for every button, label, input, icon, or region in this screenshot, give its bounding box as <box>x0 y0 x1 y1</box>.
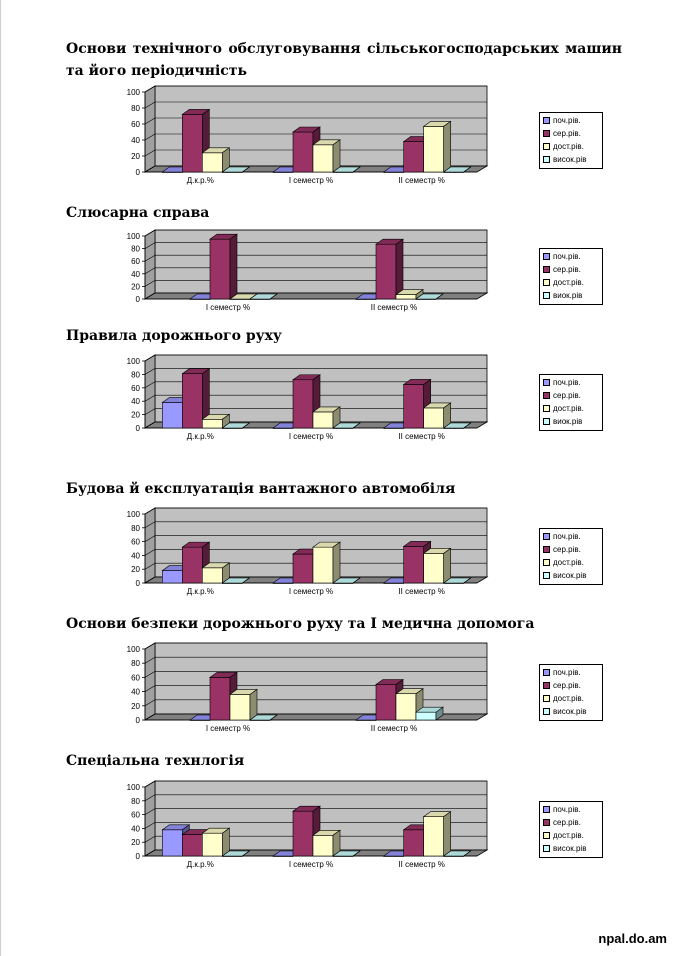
x-tick-label: Д.к.р.% <box>186 860 214 869</box>
legend-label: висок.рів <box>553 707 587 716</box>
x-tick-label: ІІ семестр % <box>370 303 418 312</box>
y-tick-label: 40 <box>131 136 140 145</box>
side-wall <box>145 781 155 856</box>
x-tick-label: І семестр % <box>288 860 334 869</box>
legend-label: дост.рів. <box>553 278 584 287</box>
legend-label: поч.рів. <box>553 252 581 261</box>
bar-side <box>444 812 451 856</box>
x-tick-label: І семестр % <box>288 432 334 441</box>
legend-label: дост.рів. <box>553 694 584 703</box>
x-tick-label: ІІ семестр % <box>398 587 445 596</box>
legend-label: сер.рів. <box>553 545 581 554</box>
x-tick-label: ІІ семестр % <box>370 724 418 733</box>
y-tick-label: 0 <box>135 295 140 304</box>
x-tick-label: І семестр % <box>205 724 251 733</box>
legend-label: виок.рів <box>553 417 583 426</box>
y-tick-label: 100 <box>126 357 140 366</box>
legend-label: виок.рів <box>553 291 583 300</box>
y-tick-label: 60 <box>131 257 140 267</box>
y-tick-label: 100 <box>126 510 140 519</box>
y-tick-label: 0 <box>135 716 140 725</box>
y-tick-label: 100 <box>126 88 140 97</box>
chart-title: Будова й експлуатація вантажного автомобіля <box>66 481 456 497</box>
y-tick-label: 60 <box>131 673 140 683</box>
legend-label: дост.рів. <box>553 404 584 413</box>
x-tick-label: І семестр % <box>205 303 251 312</box>
chart-title: Спеціальна технлогія <box>66 753 245 769</box>
y-tick-label: 100 <box>126 783 140 792</box>
y-tick-label: 0 <box>135 424 140 433</box>
y-tick-label: 80 <box>131 796 140 806</box>
bar-front <box>202 833 222 856</box>
bar <box>313 830 340 856</box>
y-tick-label: 80 <box>131 659 140 669</box>
x-tick-label: ІІ семестр % <box>398 432 445 441</box>
legend-label: дост.рів. <box>553 142 584 151</box>
y-tick-label: 40 <box>131 824 140 834</box>
x-tick-label: І семестр % <box>288 587 334 596</box>
chart-title: Слюсарна справа <box>66 205 210 221</box>
legend-label: висок.рів <box>553 571 587 580</box>
legend-label: дост.рів. <box>553 558 584 567</box>
legend-label: сер.рів. <box>553 265 581 274</box>
legend-item <box>540 829 602 842</box>
watermark: npal.do.am <box>598 931 667 946</box>
x-tick-label: Д.к.р.% <box>186 176 214 185</box>
y-tick-label: 20 <box>131 701 140 711</box>
legend-swatch <box>543 819 550 826</box>
legend-label: поч.рів. <box>553 668 581 677</box>
x-tick-label: ІІ семестр % <box>398 176 445 185</box>
y-tick-label: 40 <box>131 551 140 561</box>
legend-label: поч.рів. <box>553 116 581 125</box>
legend-label: сер.рів. <box>553 818 581 827</box>
bar-front <box>404 830 424 856</box>
x-tick-label: Д.к.р.% <box>186 432 214 441</box>
legend-label: висок.рів <box>553 844 587 853</box>
chart-6-legend <box>539 801 603 858</box>
bar-front <box>162 830 182 856</box>
y-tick-label: 80 <box>131 244 140 254</box>
legend-swatch <box>543 806 550 813</box>
legend-label: сер.рів. <box>553 391 581 400</box>
y-tick-label: 0 <box>135 852 140 861</box>
legend-label: дост.рів. <box>553 831 584 840</box>
y-tick-label: 20 <box>131 838 140 848</box>
y-tick-label: 60 <box>131 383 140 393</box>
y-tick-label: 80 <box>131 523 140 533</box>
y-tick-label: 20 <box>131 282 140 292</box>
chart-title: Основи технічного обслуговування сільськогосподарських машин та його періодичність <box>66 41 622 79</box>
bar <box>424 812 451 856</box>
y-tick-label: 100 <box>126 232 140 241</box>
legend-swatch <box>543 845 550 852</box>
y-tick-label: 40 <box>131 687 140 697</box>
y-tick-label: 40 <box>131 269 140 279</box>
bar-front <box>182 835 202 856</box>
chart-title: Основи безпеки дорожнього руху та І медична допомога <box>66 616 535 632</box>
y-tick-label: 60 <box>131 810 140 820</box>
y-tick-label: 100 <box>126 645 140 654</box>
legend-item <box>540 816 602 829</box>
legend-item <box>540 803 602 816</box>
legend-label: сер.рів. <box>553 681 581 690</box>
legend-label: поч.рів. <box>553 378 581 387</box>
x-tick-label: І семестр % <box>288 176 334 185</box>
legend-item <box>540 842 602 855</box>
bar-front <box>424 817 444 856</box>
y-tick-label: 0 <box>135 168 140 177</box>
legend-label: сер.рів. <box>553 129 581 138</box>
y-tick-label: 0 <box>135 579 140 588</box>
bar-front <box>293 811 313 856</box>
legend-label: висок.рів <box>553 155 587 164</box>
y-tick-label: 80 <box>131 370 140 380</box>
y-tick-label: 60 <box>131 120 140 129</box>
legend-label: поч.рів. <box>553 805 581 814</box>
y-tick-label: 80 <box>131 104 140 113</box>
bar-front <box>313 835 333 856</box>
y-tick-label: 40 <box>131 397 140 407</box>
x-tick-label: Д.к.р.% <box>186 587 214 596</box>
bar <box>202 828 229 856</box>
legend-label: поч.рів. <box>553 532 581 541</box>
chart-title: Правила дорожнього руху <box>66 328 282 344</box>
y-tick-label: 20 <box>131 152 140 161</box>
legend-swatch <box>543 832 550 839</box>
y-tick-label: 20 <box>131 410 140 420</box>
y-tick-label: 60 <box>131 537 140 547</box>
x-tick-label: ІІ семестр % <box>398 860 445 869</box>
y-tick-label: 20 <box>131 565 140 575</box>
